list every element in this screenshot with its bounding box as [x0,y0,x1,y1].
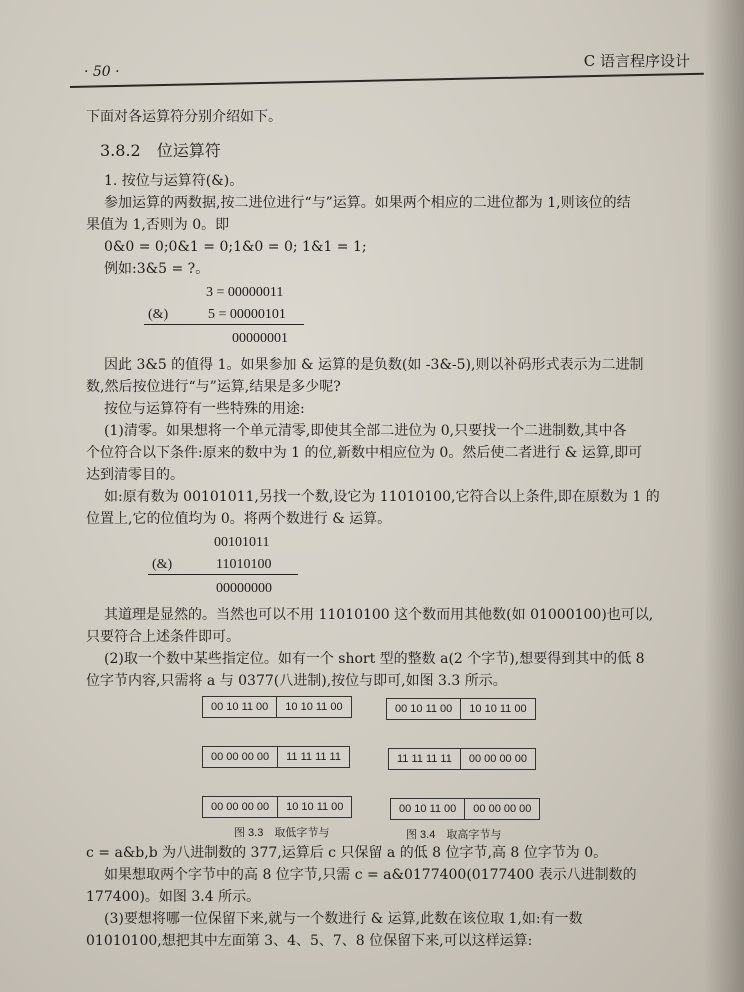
low-byte: 00 00 00 00 [460,749,535,769]
paragraph-line: 因此 3&5 的值得 1。如果参加 & 运算的是负数(如 -3&-5),则以补码形式表示为二进制 [104,357,644,373]
fig33-row [202,796,352,818]
paragraph-line: 如果想取两个字节中的高 8 位字节,只需 c = a&0177400(0177400 表示八进制数的 [104,867,637,883]
page-body [86,106,706,952]
paragraph-line: 如:原有数为 00101011,另找一个数,设它为 11010100,它符合以上条件,即在原数为 1 的 [104,489,660,505]
fig34-row [388,748,536,770]
fig34-row [386,698,536,720]
section-heading: 3.8.2 位运算符 [100,141,221,160]
calc-result: 00000001 [232,331,288,346]
calc-operand-b: 5 = 00000101 [208,307,286,322]
book-title: C 语言程序设计 [583,52,690,70]
calc-rule [148,574,298,575]
calc-operand-b: 11010100 [216,557,272,572]
paragraph-line: 01010100,想把其中左面第 3、4、5、7、8 位保留下来,可以这样运算: [86,933,533,949]
low-byte: 11 11 11 11 [277,747,349,767]
paragraph-line: 177400)。如图 3.4 所示。 [86,889,261,905]
page-edge-shadow [704,0,744,992]
page-header [70,38,700,80]
fig34-row [390,798,540,820]
calc-3-and-5 [86,280,706,354]
low-byte: 10 10 11 00 [460,699,534,719]
paragraph-line: 其道理是显然的。当然也可以不用 11010100 这个数而用其他数(如 01000100)也可以, [104,607,654,623]
calc-operand-a: 00101011 [214,535,270,550]
paragraph-line: 只要符合上述条件即可。 [86,629,240,645]
high-byte: 00 00 00 00 [211,801,270,813]
truth-rule: 0&0 = 0;0&1 = 0;1&0 = 0; 1&1 = 1; [104,239,367,255]
figure-3-3-caption: 图 3.3 取低字节与 [234,827,330,839]
high-byte: 11 11 11 11 [397,753,452,765]
paragraph-line: 位置上,它的位值均为 0。将两个数进行 & 运算。 [86,511,392,527]
low-byte: 10 10 11 00 [277,797,351,817]
fig33-row [202,746,350,768]
paragraph-line: 按位与运算符有一些特殊的用途: [104,401,305,417]
figure-3-4-caption: 图 3.4 取高字节与 [406,829,502,841]
paragraph-line: 个位符合以下条件:原来的数中为 1 的位,新数中相应位为 0。然后使二者进行 & 运算,即可 [86,445,643,461]
subheading-and: 1. 按位与运算符(&)。 [104,173,244,189]
paragraph-line: c = a&b,b 为八进制数的 377,运算后 c 只保留 a 的低 8 位字节,高 8 位字节为 0。 [86,845,608,861]
high-byte: 00 10 11 00 [399,803,457,815]
low-byte: 10 10 11 00 [276,697,350,717]
example-line: 例如:3&5 = ?。 [104,261,210,277]
calc-operator: (&) [148,307,169,322]
calc-operator: (&) [152,557,173,572]
page-number: · 50 · [84,64,120,80]
paragraph-line: (1)清零。如果想将一个单元清零,即使其全部二进位为 0,只要找一个二进制数,其中各 [104,423,627,439]
calc-result: 00000000 [216,581,272,596]
paragraph-line: 达到清零目的。 [86,467,184,483]
paragraph-line: 参加运算的两数据,按二进位进行“与”运算。如果两个相应的二进位都为 1,则该位的结 [104,195,631,211]
figures-3-3-and-3-4 [86,692,706,842]
paragraph-line: (3)要想将哪一位保留下来,就与一个数进行 & 运算,此数在该位取 1,如:有一数 [104,911,583,927]
fig33-row [202,696,352,718]
high-byte: 00 00 00 00 [211,751,270,763]
paragraph-line: (2)取一个数中某些指定位。如有一个 short 型的整数 a(2 个字节),想要得到其中的低 8 [104,651,645,667]
paragraph-line: 数,然后按位进行“与”运算,结果是多少呢? [86,379,341,395]
high-byte: 00 10 11 00 [211,701,269,713]
calc-operand-a: 3 = 00000011 [206,285,284,300]
high-byte: 00 10 11 00 [395,703,453,715]
calc-clear [86,530,706,604]
intro-line: 下面对各运算符分别介绍如下。 [86,109,282,125]
paragraph-line: 位字节内容,只需将 a 与 0377(八进制),按位与即可,如图 3.3 所示。 [86,673,507,689]
paragraph-line: 果值为 1,否则为 0。即 [86,217,230,233]
calc-rule [144,324,304,325]
low-byte: 00 00 00 00 [464,799,539,819]
